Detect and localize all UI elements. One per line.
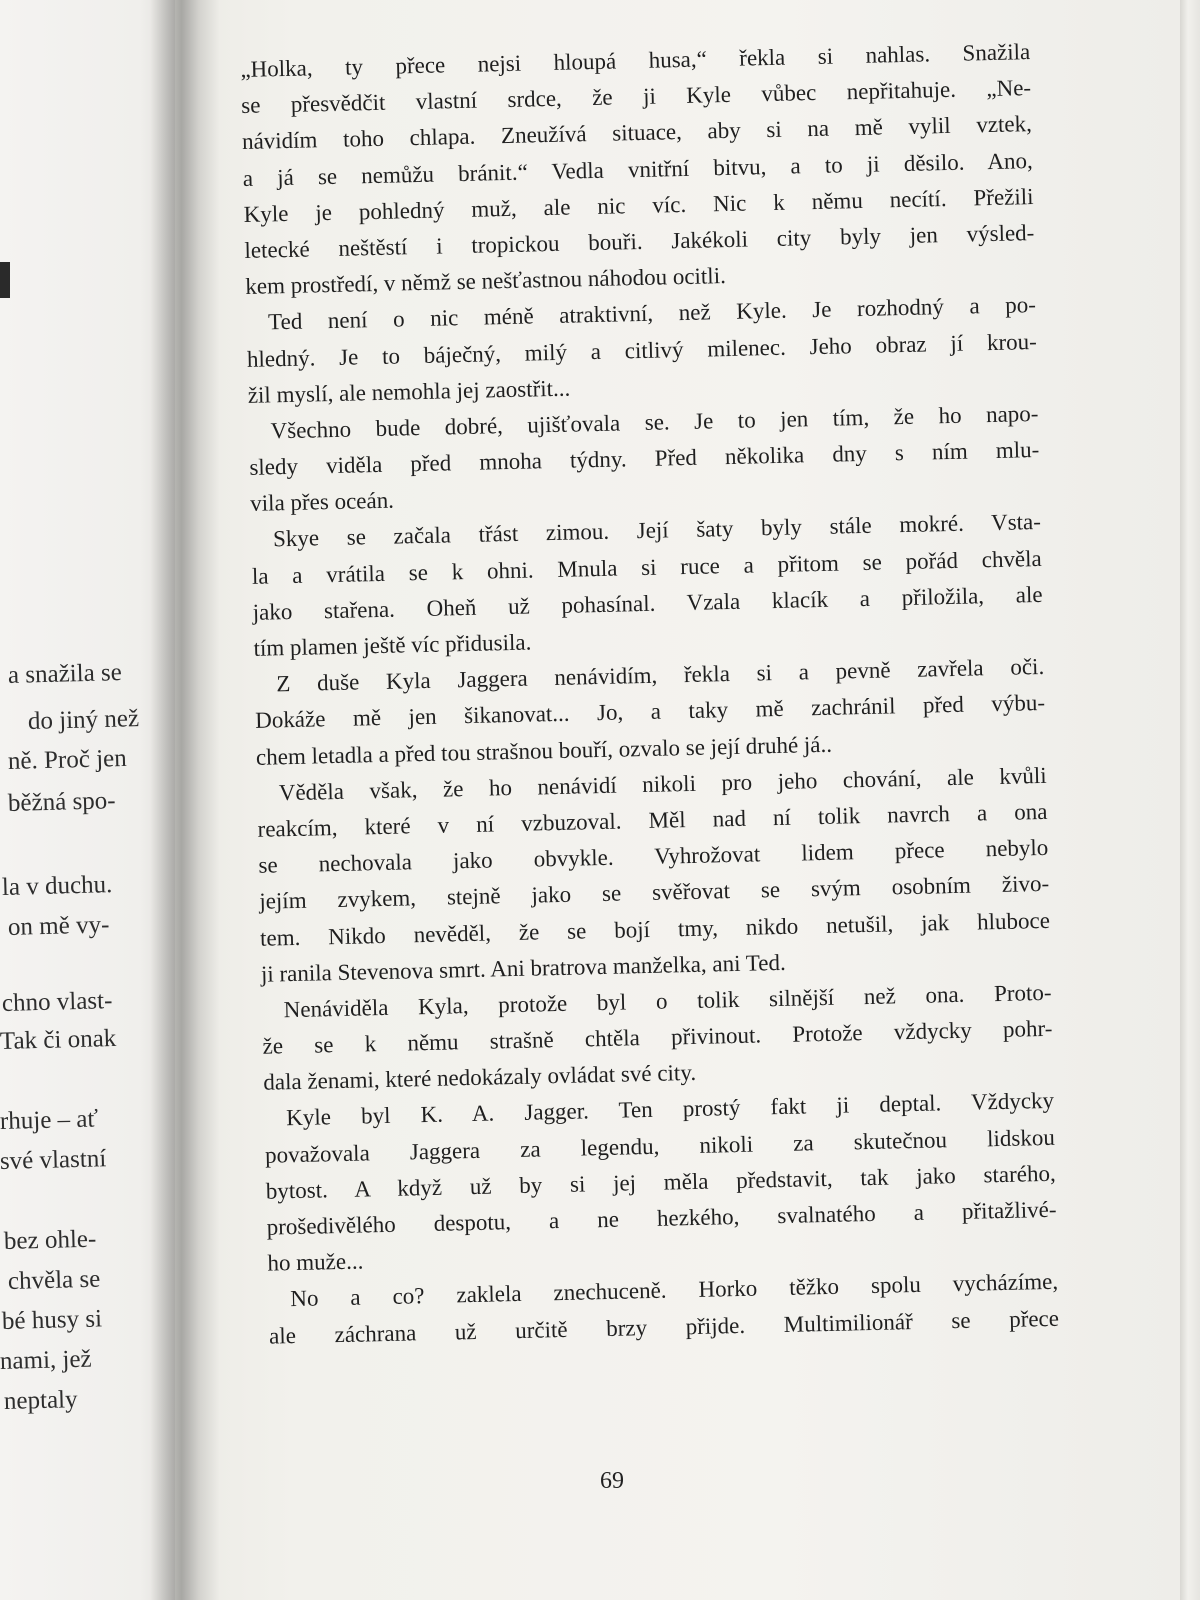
left-page-line: chvěla se xyxy=(7,1265,101,1295)
left-page-line: bez ohle- xyxy=(3,1225,97,1255)
text-line: Skye se začala třást zimou. Její šaty byly stále mokré. Vsta- xyxy=(272,509,1042,552)
text-line: tím plamen ještě víc přidusila. xyxy=(253,629,532,661)
book-gutter xyxy=(150,0,220,1600)
text-line: tem. Nikdo nevěděl, že se bojí tmy, nikdo netušil, jak hluboce xyxy=(259,907,1051,951)
left-page-line: on mě vy- xyxy=(7,911,110,941)
text-line: prošedivělého despotu, a ne hezkého, svalnatého a přitažlivé- xyxy=(266,1196,1057,1240)
text-line: jako stařena. Oheň už pohasínal. Vzala klacík a přiložila, ale xyxy=(252,581,1043,625)
text-line: vila přes oceán. xyxy=(249,487,395,517)
left-page-line: la v duchu. xyxy=(1,871,113,901)
left-page-line: běžná spo- xyxy=(7,787,116,817)
text-line: považovala Jaggera za legendu, nikoli za skutečnou lidskou xyxy=(264,1124,1056,1168)
left-page-line: nami, jež xyxy=(0,1345,92,1375)
left-page-line: bé husy si xyxy=(1,1305,103,1335)
left-page-mark xyxy=(0,262,10,298)
text-line: chem letadla a před tou strašnou bouří, ozvalo se její druhé já.. xyxy=(255,731,833,770)
text-line: Věděla však, že ho nenávidí nikoli pro jeho chování, ale kvůli xyxy=(278,762,1047,806)
text-line: bytost. A když už by si jej měla představit, tak jako starého, xyxy=(265,1160,1056,1204)
text-line: letecké neštěstí i tropickou bouři. Jakékoli city byly jen výsled- xyxy=(244,219,1035,263)
text-line: la a vrátila se k ohni. Mnula si ruce a přitom se pořád chvěla xyxy=(251,545,1042,589)
text-line: žil myslí, ale nemohla jej zaostřit... xyxy=(247,375,571,408)
text-line: Z duše Kyla Jaggera nenávidím, řekla si a pevně zavřela oči. xyxy=(276,654,1045,697)
text-line: Nenáviděla Kyla, protože byl o tolik silnější než ona. Proto- xyxy=(283,979,1052,1023)
text-line: Všechno bude dobré, ujišťovala se. Je to jen tím, že ho napo- xyxy=(270,400,1039,444)
text-line: ho muže... xyxy=(267,1248,364,1276)
text-line: se přesvědčit vlastní srdce, že ji Kyle vůbec nepřitahuje. „Ne- xyxy=(240,75,1032,119)
text-line: sledy viděla před mnoha týdny. Před několika dny s ním mlu- xyxy=(249,437,1040,480)
text-line: Kyle je pohledný muž, ale nic víc. Nic k němu necítí. Přežili xyxy=(243,183,1034,227)
text-line: a já se nemůžu bránit.“ Vedla vnitřní bitvu, a to ji děsilo. Ano, xyxy=(242,147,1033,191)
text-line: že se k němu strašně chtěla přivinout. Protože vždycky pohr- xyxy=(262,1015,1053,1059)
text-line: Dokáže mě jen šikanovat... Jo, a taky mě zachránil před výbu- xyxy=(254,690,1046,734)
text-line: ale záchrana už určitě brzy přijde. Multimilionář se přece xyxy=(268,1305,1060,1349)
left-page-line: chno vlast- xyxy=(1,987,113,1017)
next-page-edge xyxy=(1180,0,1200,1600)
left-page-line: a snažila se xyxy=(7,659,123,689)
text-line: dala ženami, které nedokázaly ovládat své city. xyxy=(263,1060,697,1095)
text-line: se nechovala jako obvykle. Vyhrožovat lidem přece nebylo xyxy=(258,834,1049,878)
text-line: jejím zvykem, stejně jako se svěřovat se svým osobním živo- xyxy=(258,871,1050,915)
text-line: kem prostředí, v němž se nešťastnou náhodou ocitli. xyxy=(245,263,727,300)
text-line: No a co? zaklela znechuceně. Horko těžko spolu vycházíme, xyxy=(290,1269,1059,1312)
left-page-line: ně. Proč jen xyxy=(7,744,128,775)
left-page-line: neptaly xyxy=(3,1386,78,1415)
text-line: Ted není o nic méně atraktivní, než Kyle. Je rozhodný a po- xyxy=(267,292,1037,335)
page-number: 69 xyxy=(600,1468,624,1494)
left-page-line: rhuje – ať xyxy=(0,1105,99,1135)
text-line: ji ranila Stevenova smrt. Ani bratrova manželka, ani Ted. xyxy=(260,949,786,987)
text-line: Kyle byl K. A. Jagger. Ten prostý fakt ji deptal. Vždycky xyxy=(285,1088,1055,1131)
left-page-line: do jiný než xyxy=(27,705,140,735)
text-line: „Holka, ty přece nejsi hloupá husa,“ řekla si nahlas. Snažila xyxy=(240,39,1031,82)
page-text xyxy=(240,34,1059,1354)
left-page-line: Tak či onak xyxy=(0,1024,117,1055)
text-line: návidím toho chlapa. Zneužívá situace, aby si na mě vylil vztek, xyxy=(241,111,1033,155)
text-line: hledný. Je to báječný, milý a citlivý milenec. Jeho obraz jí krou- xyxy=(246,328,1038,372)
left-page-line: své vlastní xyxy=(0,1145,107,1175)
text-line: reakcím, které v ní vzbuzoval. Měl nad ní tolik navrch a ona xyxy=(257,798,1048,842)
